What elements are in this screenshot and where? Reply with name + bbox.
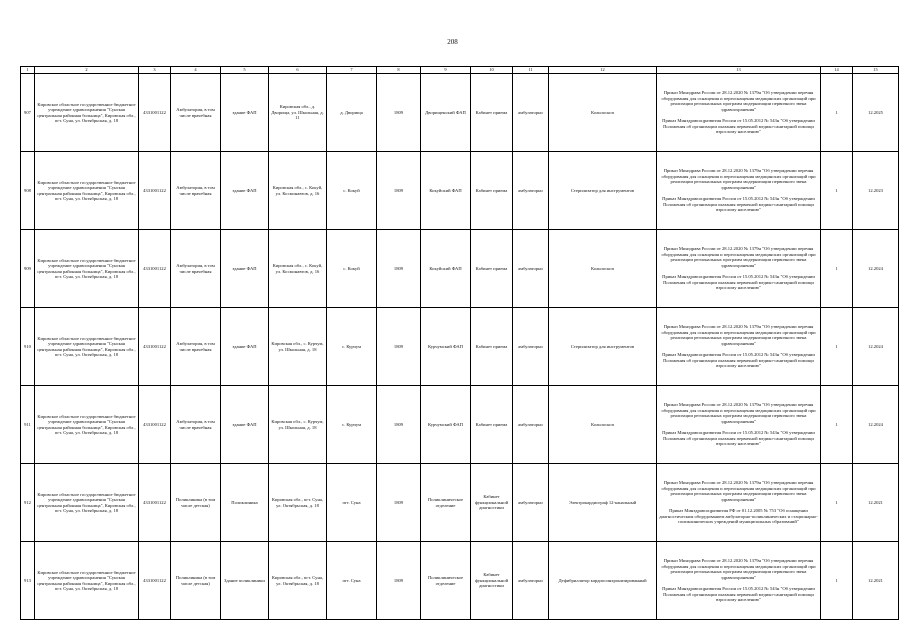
column-header: 4 [171, 67, 221, 74]
locality-cell: пгт. Суна [327, 464, 377, 542]
care-type-cell: амбулаторно [513, 308, 549, 386]
regulation-cell [657, 152, 821, 230]
table-row [21, 464, 899, 542]
page-number: 208 [447, 38, 458, 46]
quantity-cell: 1 [821, 308, 853, 386]
organization-cell: Кировское областное государственное бюджетное учреждение здравоохранения "Сунская центральная районная больница", Кировская обл., пгт. Суна, ул. Октябрьская, д. 18 [35, 308, 139, 386]
regulation-order-2: Приказ Минздравсоцразвития РФ от 01.12.2005 № 753 "Об оснащении диагностическим оборудованием амбулаторно-поликлинических и стационарно-поликлинических учреждений муниципальных образований" [659, 508, 818, 525]
address-cell: Кировская обл., с. Кокуй, ул. Космонавтов, д. 16 [269, 152, 327, 230]
column-header: 11 [513, 67, 549, 74]
facility-type-cell: Амбулатория, в том числе врачебная [171, 74, 221, 152]
column-header: 13 [657, 67, 821, 74]
building-cell: здание ФАП [221, 152, 269, 230]
address-cell: Кировская обл., пгт. Суна, ул. Октябрьская, д. 18 [269, 464, 327, 542]
inn-cell: 4331001122 [139, 464, 171, 542]
address-cell: Кировская обл., с. Курчум, ул. Школьная, д. 18 [269, 386, 327, 464]
table-row [21, 230, 899, 308]
column-header: 12 [549, 67, 657, 74]
room-cell: Кабинет приема [471, 152, 513, 230]
room-cell: Кабинет функциональной диагностики [471, 464, 513, 542]
locality-cell: с. Кокуй [327, 230, 377, 308]
year-cell: 1809 [377, 464, 421, 542]
equipment-cell: Стерилизатор для инструментов [549, 308, 657, 386]
room-cell: Кабинет приема [471, 386, 513, 464]
equipment-cell: Стерилизатор для инструментов [549, 152, 657, 230]
equipment-cell: Дефибриллятор кардиосинхронизированный [549, 542, 657, 620]
table-row [21, 542, 899, 620]
inn-cell: 4331001122 [139, 74, 171, 152]
address-cell: Кировская обл., д. Дворища, ул. Школьная, д. 11 [269, 74, 327, 152]
inn-cell: 4331001122 [139, 152, 171, 230]
column-header: 6 [269, 67, 327, 74]
organization-cell: Кировское областное государственное бюджетное учреждение здравоохранения "Сунская центральная районная больница", Кировская обл., пгт. Суна, ул. Октябрьская, д. 18 [35, 542, 139, 620]
organization-cell: Кировское областное государственное бюджетное учреждение здравоохранения "Сунская центральная районная больница", Кировская обл., пгт. Суна, ул. Октябрьская, д. 18 [35, 386, 139, 464]
regulation-cell [657, 230, 821, 308]
locality-cell: с. Курчум [327, 308, 377, 386]
building-cell: здание ФАП [221, 74, 269, 152]
unit-cell: Кокуйский ФАП [421, 230, 471, 308]
column-header: 2 [35, 67, 139, 74]
column-header: 8 [377, 67, 421, 74]
building-cell: здание ФАП [221, 230, 269, 308]
row-number: 910 [21, 308, 35, 386]
regulation-order-2: Приказ Минздравсоцразвития России от 15.05.2012 № 543н "Об утверждении Положения об организации оказания первичной медико-санитарной помощи взрослому населению" [662, 274, 815, 291]
inn-cell: 4331001122 [139, 386, 171, 464]
facility-type-cell: Амбулатория, в том числе врачебная [171, 308, 221, 386]
year-cell: 1809 [377, 542, 421, 620]
column-number-row [21, 67, 899, 74]
row-number: 907 [21, 74, 35, 152]
column-header: 5 [221, 67, 269, 74]
regulation-order-2: Приказ Минздравсоцразвития России от 15.05.2012 № 543н "Об утверждении Положения об организации оказания первичной медико-санитарной помощи взрослому населению" [662, 118, 815, 135]
locality-cell: пгт. Суна [327, 542, 377, 620]
year-cell: 1809 [377, 152, 421, 230]
regulation-order-1: Приказ Минздрава России от 28.12.2020 № 1379н "Об утверждении перечня оборудования для оснащения и переоснащения медицинских организаций при реализации региональных программ модернизации первичного звена здравоохранения" [661, 90, 816, 112]
quantity-cell: 1 [821, 464, 853, 542]
table-row [21, 152, 899, 230]
regulation-cell [657, 464, 821, 542]
regulation-order-1: Приказ Минздрава России от 28.12.2020 № 1379н "Об утверждении перечня оборудования для оснащения и переоснащения медицинских организаций при реализации региональных программ модернизации первичного звена здравоохранения" [661, 558, 816, 580]
care-type-cell: амбулаторно [513, 74, 549, 152]
care-type-cell: амбулаторно [513, 542, 549, 620]
unit-cell: Дворищенский ФАП [421, 74, 471, 152]
quantity-cell: 1 [821, 152, 853, 230]
equipment-cell: Кольпоскоп [549, 230, 657, 308]
equipment-cell: Электрокардиограф 12-канальный [549, 464, 657, 542]
facility-type-cell: Поликлиника (в том числе детская) [171, 542, 221, 620]
regulation-order-2: Приказ Минздравсоцразвития России от 15.05.2012 № 543н "Об утверждении Положения об организации оказания первичной медико-санитарной помощи взрослому населению" [662, 430, 815, 447]
locality-cell: с. Курчум [327, 386, 377, 464]
table-row [21, 308, 899, 386]
facility-type-cell: Амбулатория, в том числе врачебная [171, 152, 221, 230]
date-cell: 12.2021 [853, 542, 899, 620]
equipment-cell: Кольпоскоп [549, 386, 657, 464]
quantity-cell: 1 [821, 542, 853, 620]
unit-cell: Поликлиническое отделение [421, 464, 471, 542]
quantity-cell: 1 [821, 230, 853, 308]
equipment-register-table [20, 66, 899, 620]
date-cell: 12.2024 [853, 386, 899, 464]
equipment-cell: Кольпоскоп [549, 74, 657, 152]
room-cell: Кабинет приема [471, 230, 513, 308]
facility-type-cell: Амбулатория, в том числе врачебная [171, 386, 221, 464]
year-cell: 1809 [377, 308, 421, 386]
inn-cell: 4331001122 [139, 230, 171, 308]
building-cell: здание ФАП [221, 386, 269, 464]
column-header: 7 [327, 67, 377, 74]
table-row [21, 386, 899, 464]
column-header: 1 [21, 67, 35, 74]
table-row [21, 74, 899, 152]
locality-cell: д. Дворища [327, 74, 377, 152]
date-cell: 12.2024 [853, 308, 899, 386]
column-header: 3 [139, 67, 171, 74]
column-header: 14 [821, 67, 853, 74]
room-cell: Кабинет функциональной диагностики [471, 542, 513, 620]
building-cell: Здание поликлиники [221, 542, 269, 620]
organization-cell: Кировское областное государственное бюджетное учреждение здравоохранения "Сунская центральная районная больница", Кировская обл., пгт. Суна, ул. Октябрьская, д. 18 [35, 230, 139, 308]
date-cell: 12.2024 [853, 230, 899, 308]
care-type-cell: амбулаторно [513, 464, 549, 542]
year-cell: 1809 [377, 230, 421, 308]
address-cell: Кировская обл., с. Кокуй, ул. Космонавтов, д. 16 [269, 230, 327, 308]
regulation-cell [657, 74, 821, 152]
regulation-order-1: Приказ Минздрава России от 28.12.2020 № 1379н "Об утверждении перечня оборудования для оснащения и переоснащения медицинских организаций при реализации региональных программ модернизации первичного звена здравоохранения" [661, 402, 816, 424]
regulation-order-2: Приказ Минздравсоцразвития России от 15.05.2012 № 543н "Об утверждении Положения об организации оказания первичной медико-санитарной помощи взрослому населению" [662, 586, 815, 603]
row-number: 913 [21, 542, 35, 620]
locality-cell: с. Кокуй [327, 152, 377, 230]
date-cell: 12.2025 [853, 74, 899, 152]
care-type-cell: амбулаторно [513, 230, 549, 308]
row-number: 909 [21, 230, 35, 308]
care-type-cell: амбулаторно [513, 152, 549, 230]
building-cell: Поликлиника [221, 464, 269, 542]
inn-cell: 4331001122 [139, 542, 171, 620]
room-cell: Кабинет приема [471, 308, 513, 386]
facility-type-cell: Поликлиника (в том числе детская) [171, 464, 221, 542]
regulation-cell [657, 386, 821, 464]
unit-cell: Курчумский ФАП [421, 386, 471, 464]
quantity-cell: 1 [821, 74, 853, 152]
year-cell: 1809 [377, 386, 421, 464]
care-type-cell: амбулаторно [513, 386, 549, 464]
inn-cell: 4331001122 [139, 308, 171, 386]
date-cell: 12.2023 [853, 152, 899, 230]
unit-cell: Курчумский ФАП [421, 308, 471, 386]
quantity-cell: 1 [821, 386, 853, 464]
address-cell: Кировская обл., пгт. Суна, ул. Октябрьская, д. 18 [269, 542, 327, 620]
room-cell: Кабинет приема [471, 74, 513, 152]
unit-cell: Поликлиническое отделение [421, 542, 471, 620]
unit-cell: Кокуйский ФАП [421, 152, 471, 230]
year-cell: 1809 [377, 74, 421, 152]
regulation-cell [657, 308, 821, 386]
regulation-order-2: Приказ Минздравсоцразвития России от 15.05.2012 № 543н "Об утверждении Положения об организации оказания первичной медико-санитарной помощи взрослому населению" [662, 352, 815, 369]
regulation-order-1: Приказ Минздрава России от 28.12.2020 № 1379н "Об утверждении перечня оборудования для оснащения и переоснащения медицинских организаций при реализации региональных программ модернизации первичного звена здравоохранения" [661, 246, 816, 268]
column-header: 9 [421, 67, 471, 74]
row-number: 912 [21, 464, 35, 542]
row-number: 908 [21, 152, 35, 230]
regulation-order-2: Приказ Минздравсоцразвития России от 15.05.2012 № 543н "Об утверждении Положения об организации оказания первичной медико-санитарной помощи взрослому населению" [662, 196, 815, 213]
regulation-order-1: Приказ Минздрава России от 28.12.2020 № 1379н "Об утверждении перечня оборудования для оснащения и переоснащения медицинских организаций при реализации региональных программ модернизации первичного звена здравоохранения" [661, 324, 816, 346]
address-cell: Кировская обл., с. Курчум, ул. Школьная, д. 18 [269, 308, 327, 386]
regulation-order-1: Приказ Минздрава России от 28.12.2020 № 1379н "Об утверждении перечня оборудования для оснащения и переоснащения медицинских организаций при реализации региональных программ модернизации первичного звена здравоохранения" [661, 168, 816, 190]
column-header: 10 [471, 67, 513, 74]
organization-cell: Кировское областное государственное бюджетное учреждение здравоохранения "Сунская центральная районная больница", Кировская обл., пгт. Суна, ул. Октябрьская, д. 18 [35, 152, 139, 230]
organization-cell: Кировское областное государственное бюджетное учреждение здравоохранения "Сунская центральная районная больница", Кировская обл., пгт. Суна, ул. Октябрьская, д. 18 [35, 464, 139, 542]
regulation-order-1: Приказ Минздрава России от 28.12.2020 № 1379н "Об утверждении перечня оборудования для оснащения и переоснащения медицинских организаций при реализации региональных программ модернизации первичного звена здравоохранения" [661, 480, 816, 502]
row-number: 911 [21, 386, 35, 464]
building-cell: здание ФАП [221, 308, 269, 386]
organization-cell: Кировское областное государственное бюджетное учреждение здравоохранения "Сунская центральная районная больница", Кировская обл., пгт. Суна, ул. Октябрьская, д. 18 [35, 74, 139, 152]
facility-type-cell: Амбулатория, в том числе врачебная [171, 230, 221, 308]
column-header: 15 [853, 67, 899, 74]
date-cell: 12.2021 [853, 464, 899, 542]
regulation-cell [657, 542, 821, 620]
